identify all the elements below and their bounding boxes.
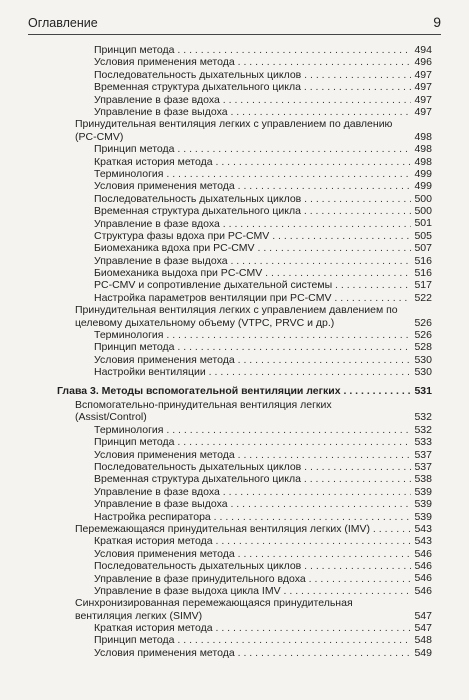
toc-entry-page: 543 bbox=[411, 535, 432, 547]
toc-subsection bbox=[57, 168, 432, 180]
toc-entry-page: 539 bbox=[411, 486, 432, 498]
toc-entry-page: 546 bbox=[411, 560, 432, 572]
toc-entry-title: Структура фазы вдоха при PC-CMV . . . bbox=[94, 230, 432, 242]
toc-entry-title: Условия применения метода . . . bbox=[94, 56, 432, 68]
toc-entry-page: 549 bbox=[411, 647, 432, 659]
toc-entry-title: Последовательность дыхательных циклов . . . bbox=[94, 560, 432, 572]
toc-entry-title: Управление в фазе вдоха . . . bbox=[94, 94, 432, 106]
toc-entry-title: Управление в фазе вдоха . . . bbox=[94, 486, 432, 498]
toc-entry-page: 546 bbox=[411, 572, 432, 584]
toc-entry-page: 532 bbox=[411, 411, 432, 423]
toc-entry-page: 547 bbox=[411, 610, 432, 622]
toc-section bbox=[57, 399, 432, 424]
toc-entry-title: Синхронизированная перемежающаяся принудительная вентиляция легких (SIMV) bbox=[75, 597, 353, 622]
toc-entry-title: Вспомогательно-принудительная вентиляция легких (Assist/Control) bbox=[75, 399, 332, 424]
toc-subsection bbox=[57, 205, 432, 217]
toc-entry-title: Краткая история метода . . . bbox=[94, 622, 432, 634]
toc-entry-page: 548 bbox=[411, 634, 432, 646]
toc-subsection bbox=[57, 341, 432, 353]
toc-entry-page: 546 bbox=[411, 548, 432, 560]
toc-entry-page: 497 bbox=[411, 106, 432, 118]
page-header bbox=[28, 14, 441, 35]
toc-entry-page: 537 bbox=[411, 449, 432, 461]
toc-subsection bbox=[57, 498, 432, 510]
toc-subsection bbox=[57, 461, 432, 473]
toc-section bbox=[57, 304, 432, 329]
toc-subsection bbox=[57, 436, 432, 448]
toc-subsection bbox=[57, 329, 432, 341]
toc-entry-title: Условия применения метода . . . bbox=[94, 548, 432, 560]
toc-subsection bbox=[57, 366, 432, 378]
toc-entry-title: Временная структура дыхательного цикла . . . bbox=[94, 473, 432, 485]
toc-entry-title: Принцип метода . . . bbox=[94, 436, 432, 448]
toc-entry-page: 533 bbox=[411, 436, 432, 448]
toc-entry-page: 539 bbox=[411, 511, 432, 523]
toc-entry-page: 497 bbox=[411, 81, 432, 93]
toc-subsection bbox=[57, 424, 432, 436]
toc-entry-page: 497 bbox=[411, 94, 432, 106]
toc-subsection bbox=[57, 279, 432, 291]
toc-subsection bbox=[57, 81, 432, 93]
toc-subsection bbox=[57, 511, 432, 523]
toc-entry-page: 497 bbox=[411, 69, 432, 81]
toc-section bbox=[57, 118, 432, 143]
toc-entry-title: Принцип метода . . . bbox=[94, 143, 432, 155]
toc-entry-title: Краткая история метода . . . bbox=[94, 535, 432, 547]
toc-entry-title: Условия применения метода . . . bbox=[94, 647, 432, 659]
toc-subsection bbox=[57, 230, 432, 242]
toc-subsection bbox=[57, 143, 432, 155]
toc-entry-title: Биомеханика вдоха при PC-CMV . . . bbox=[94, 242, 432, 254]
toc-entry-title: Настройки вентиляции . . . bbox=[94, 366, 432, 378]
toc-entry-page: 546 bbox=[411, 585, 432, 597]
toc-entry-title: Временная структура дыхательного цикла . . . bbox=[94, 205, 432, 217]
toc-subsection bbox=[57, 69, 432, 81]
toc-entry-page: 494 bbox=[411, 44, 432, 56]
toc-entry-title: Условия применения метода . . . bbox=[94, 180, 432, 192]
toc-entry-page: 522 bbox=[411, 292, 432, 304]
toc-entry-title: Управление в фазе вдоха . . . bbox=[94, 218, 432, 230]
toc-entry-page: 516 bbox=[411, 255, 432, 267]
toc-entry-page: 538 bbox=[411, 473, 432, 485]
toc-entry-title: PC-CMV и сопротивление дыхательной системы . . . bbox=[94, 279, 432, 291]
toc-entry-page: 501 bbox=[411, 217, 432, 229]
toc-entry-page: 499 bbox=[411, 168, 432, 180]
toc-entry-page: 532 bbox=[411, 424, 432, 436]
toc-entry-page: 526 bbox=[411, 329, 432, 341]
toc-subsection bbox=[57, 647, 432, 659]
toc-entry-title: Принудительная вентиляция легких с управлением по давлению (PC-CMV) bbox=[75, 118, 393, 143]
toc-subsection bbox=[57, 156, 432, 168]
toc-entry-title: Временная структура дыхательного цикла . . . bbox=[94, 81, 432, 93]
toc-entry-page: 498 bbox=[411, 143, 432, 155]
toc-subsection bbox=[57, 56, 432, 68]
toc-entry-title: Принудительная вентиляция легких с управлением давлением по целевому дыхательному объему (VTPC, PRVC и др.) bbox=[75, 304, 398, 329]
toc-entry-title: Управление в фазе выдоха цикла IMV . . . bbox=[94, 585, 432, 597]
toc-entry-title: Управление в фазе выдоха . . . bbox=[94, 255, 432, 267]
toc-entry-title: Последовательность дыхательных циклов . . . bbox=[94, 69, 432, 81]
toc-entry-title: Условия применения метода . . . bbox=[94, 354, 432, 366]
toc-subsection bbox=[57, 94, 432, 106]
toc-subsection bbox=[57, 486, 432, 498]
toc-subsection bbox=[57, 622, 432, 634]
toc-subsection bbox=[57, 242, 432, 254]
toc-entry-page: 526 bbox=[411, 317, 432, 329]
toc-entry-page: 500 bbox=[411, 205, 432, 217]
toc-entry-title: Принцип метода . . . bbox=[94, 341, 432, 353]
toc-entry-page: 543 bbox=[411, 523, 432, 535]
toc-subsection bbox=[57, 585, 432, 597]
toc-subsection bbox=[57, 354, 432, 366]
toc-entry-page: 516 bbox=[411, 267, 432, 279]
toc-entry-page: 496 bbox=[411, 56, 432, 68]
toc-subsection bbox=[57, 218, 432, 230]
toc-subsection bbox=[57, 548, 432, 560]
toc-entry-title: Перемежающаяся принудительная вентиляция легких (IMV) . . . bbox=[75, 523, 432, 535]
toc-entry-title: Настройка респиратора . . . bbox=[94, 511, 432, 523]
toc-entry-title: Глава 3. Методы вспомогательной вентиляции легких . . . bbox=[57, 385, 432, 397]
toc-entry-title: Последовательность дыхательных циклов . . . bbox=[94, 193, 432, 205]
toc-entry-page: 530 bbox=[411, 354, 432, 366]
toc-subsection bbox=[57, 573, 432, 585]
toc-subsection bbox=[57, 535, 432, 547]
toc-entry-title: Принцип метода . . . bbox=[94, 634, 432, 646]
toc-entry-title: Условия применения метода . . . bbox=[94, 449, 432, 461]
toc-entry-page: 517 bbox=[411, 279, 432, 291]
toc-entry-title: Настройка параметров вентиляции при PC-CMV . . . bbox=[94, 292, 432, 304]
toc-entry-page: 537 bbox=[411, 461, 432, 473]
toc-entry-page: 531 bbox=[411, 385, 432, 397]
toc-entry-title: Принцип метода . . . bbox=[94, 44, 432, 56]
toc-section bbox=[57, 523, 432, 535]
toc-entry-page: 547 bbox=[411, 622, 432, 634]
toc-entry-title: Терминология . . . bbox=[94, 329, 432, 341]
toc-entry-title: Краткая история метода . . . bbox=[94, 156, 432, 168]
toc-entry-title: Терминология . . . bbox=[94, 424, 432, 436]
toc-entry-page: 505 bbox=[411, 230, 432, 242]
toc-entry-page: 530 bbox=[411, 366, 432, 378]
toc-entry-title: Управление в фазе принудительного вдоха . . . bbox=[94, 573, 432, 585]
toc-subsection bbox=[57, 267, 432, 279]
toc-subsection bbox=[57, 292, 432, 304]
toc-entry-page: 507 bbox=[411, 242, 432, 254]
toc-entry-title: Управление в фазе выдоха . . . bbox=[94, 498, 432, 510]
toc-entry-page: 539 bbox=[411, 498, 432, 510]
toc-entry-title: Последовательность дыхательных циклов . . . bbox=[94, 461, 432, 473]
toc-subsection bbox=[57, 255, 432, 267]
toc-subsection bbox=[57, 560, 432, 572]
toc-subsection bbox=[57, 634, 432, 646]
toc-entry-page: 500 bbox=[411, 193, 432, 205]
running-title: Оглавление bbox=[28, 16, 98, 30]
table-of-contents bbox=[57, 44, 432, 659]
toc-subsection bbox=[57, 473, 432, 485]
toc-chapter bbox=[57, 385, 432, 397]
toc-subsection bbox=[57, 449, 432, 461]
toc-section bbox=[57, 597, 432, 622]
toc-entry-title: Биомеханика выдоха при PC-CMV . . . bbox=[94, 267, 432, 279]
toc-subsection bbox=[57, 180, 432, 192]
toc-entry-page: 499 bbox=[411, 180, 432, 192]
toc-entry-title: Терминология . . . bbox=[94, 168, 432, 180]
toc-subsection bbox=[57, 44, 432, 56]
page-number: 9 bbox=[433, 14, 441, 30]
toc-subsection bbox=[57, 193, 432, 205]
toc-subsection bbox=[57, 106, 432, 118]
toc-entry-page: 498 bbox=[411, 131, 432, 143]
toc-entry-page: 528 bbox=[411, 341, 432, 353]
toc-entry-title: Управление в фазе выдоха . . . bbox=[94, 106, 432, 118]
toc-entry-page: 498 bbox=[411, 156, 432, 168]
